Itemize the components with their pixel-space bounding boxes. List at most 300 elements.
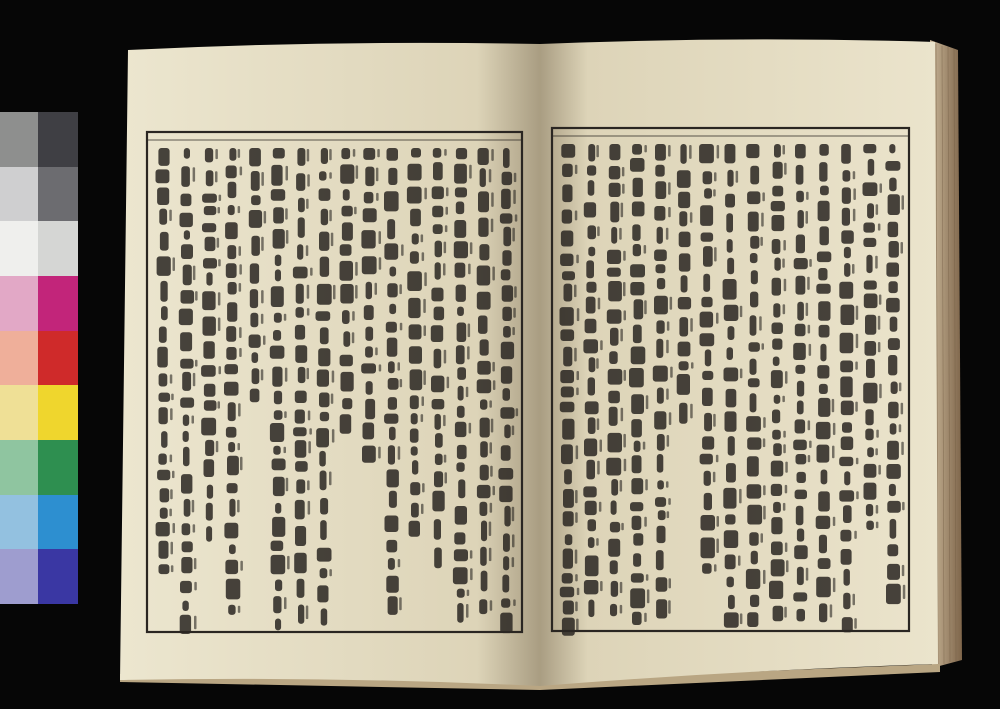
handwritten-glyph — [842, 208, 850, 226]
furigana-mark — [239, 246, 242, 256]
furigana-mark — [169, 509, 172, 517]
furigana-mark — [855, 362, 858, 370]
handwritten-glyph — [183, 431, 189, 442]
handwritten-glyph — [454, 549, 468, 561]
handwritten-glyph — [432, 206, 443, 218]
handwritten-glyph — [772, 239, 781, 254]
furigana-mark — [375, 347, 378, 355]
furigana-mark — [740, 369, 743, 379]
handwritten-glyph — [700, 333, 715, 346]
handwritten-glyph — [498, 468, 513, 480]
handwritten-glyph — [203, 258, 217, 268]
furigana-mark — [624, 459, 627, 471]
handwritten-glyph — [889, 281, 898, 293]
handwritten-glyph — [503, 388, 511, 401]
handwritten-glyph — [724, 368, 739, 382]
furigana-mark — [356, 165, 359, 179]
handwritten-glyph — [725, 194, 735, 208]
handwritten-glyph — [454, 220, 466, 238]
furigana-mark — [668, 207, 671, 217]
furigana-mark — [399, 597, 402, 610]
handwritten-glyph — [773, 162, 783, 179]
handwritten-glyph — [457, 406, 465, 418]
handwritten-glyph — [588, 377, 595, 395]
handwritten-glyph — [457, 367, 466, 380]
furigana-mark — [194, 582, 197, 591]
furigana-mark — [307, 368, 310, 379]
handwritten-glyph — [723, 488, 736, 509]
handwritten-glyph — [772, 278, 781, 296]
handwritten-glyph — [702, 436, 714, 449]
handwritten-glyph — [562, 573, 573, 583]
handwritten-glyph — [252, 352, 259, 363]
handwritten-glyph — [563, 601, 574, 615]
handwritten-glyph — [501, 366, 512, 383]
handwritten-glyph — [317, 370, 329, 387]
handwritten-glyph — [749, 342, 760, 352]
handwritten-glyph — [793, 440, 807, 451]
handwritten-glyph — [726, 389, 737, 408]
furigana-mark — [423, 370, 426, 385]
handwritten-glyph — [226, 166, 237, 179]
handwritten-glyph — [841, 144, 851, 164]
handwritten-glyph — [771, 542, 783, 556]
handwritten-glyph — [583, 339, 598, 353]
furigana-mark — [237, 500, 240, 513]
furigana-mark — [378, 447, 381, 459]
furigana-mark — [854, 618, 857, 629]
handwritten-glyph — [656, 320, 664, 333]
handwritten-glyph — [298, 198, 305, 212]
handwritten-glyph — [630, 158, 645, 172]
handwritten-glyph — [434, 471, 443, 487]
furigana-mark — [600, 581, 603, 591]
handwritten-glyph — [631, 394, 644, 414]
handwritten-glyph — [564, 469, 572, 484]
handwritten-glyph — [656, 577, 668, 592]
handwritten-glyph — [863, 383, 877, 404]
handwritten-glyph — [224, 523, 238, 539]
handwritten-glyph — [275, 580, 282, 592]
handwritten-glyph — [748, 378, 760, 387]
handwritten-glyph — [724, 612, 739, 627]
handwritten-glyph — [477, 485, 491, 498]
handwritten-glyph — [250, 313, 258, 328]
handwritten-glyph — [293, 427, 307, 436]
handwritten-glyph — [867, 447, 874, 457]
handwritten-glyph — [389, 491, 397, 508]
handwritten-glyph — [384, 191, 399, 211]
handwritten-glyph — [365, 167, 374, 187]
handwritten-glyph — [657, 227, 663, 244]
handwritten-glyph — [798, 210, 804, 228]
furigana-mark — [263, 336, 266, 345]
handwritten-glyph — [630, 588, 645, 608]
furigana-mark — [512, 557, 514, 567]
handwritten-glyph — [560, 254, 573, 266]
handwritten-glyph — [773, 502, 781, 513]
handwritten-glyph — [889, 178, 896, 192]
handwritten-glyph — [295, 440, 307, 458]
handwritten-glyph — [387, 219, 395, 239]
furigana-mark — [170, 408, 173, 420]
furigana-mark — [491, 219, 494, 233]
handwritten-glyph — [818, 301, 830, 321]
handwritten-glyph — [387, 338, 398, 357]
handwritten-glyph — [184, 148, 190, 159]
handwritten-glyph — [817, 365, 829, 378]
handwritten-glyph — [408, 298, 420, 318]
handwritten-glyph — [843, 593, 850, 609]
handwritten-glyph — [891, 382, 898, 395]
handwritten-glyph — [504, 506, 510, 527]
handwritten-glyph — [410, 369, 423, 390]
furigana-mark — [306, 199, 309, 209]
furigana-mark — [714, 247, 717, 261]
handwritten-glyph — [632, 224, 640, 241]
handwritten-glyph — [632, 516, 642, 530]
handwritten-glyph — [565, 534, 573, 545]
handwritten-glyph — [340, 164, 354, 183]
handwritten-glyph — [818, 558, 831, 569]
handwritten-glyph — [455, 263, 466, 278]
handwritten-glyph — [887, 564, 900, 580]
furigana-mark — [690, 318, 693, 332]
furigana-mark — [310, 268, 313, 276]
handwritten-glyph — [181, 557, 192, 573]
furigana-mark — [422, 483, 425, 492]
handwritten-glyph — [431, 325, 443, 342]
furigana-mark — [354, 207, 357, 215]
calibration-swatch — [0, 331, 38, 386]
handwritten-glyph — [160, 488, 170, 502]
handwritten-glyph — [435, 414, 441, 430]
calibration-swatch — [0, 276, 38, 331]
furigana-mark — [493, 486, 496, 495]
handwritten-glyph — [863, 182, 878, 196]
furigana-mark — [713, 472, 716, 483]
furigana-mark — [239, 348, 242, 357]
handwritten-glyph — [434, 519, 441, 540]
handwritten-glyph — [888, 355, 897, 375]
furigana-mark — [329, 569, 332, 576]
handwritten-glyph — [797, 302, 804, 321]
furigana-mark — [331, 233, 334, 247]
furigana-mark — [762, 343, 765, 350]
handwritten-glyph — [631, 478, 643, 494]
handwritten-glyph — [434, 548, 442, 569]
handwritten-glyph — [227, 483, 238, 493]
handwritten-glyph — [609, 351, 618, 364]
handwritten-glyph — [584, 580, 599, 594]
handwritten-glyph — [586, 460, 595, 480]
handwritten-glyph — [746, 416, 761, 432]
handwritten-glyph — [362, 446, 376, 463]
handwritten-glyph — [677, 374, 690, 395]
furigana-mark — [646, 574, 649, 581]
handwritten-glyph — [159, 564, 170, 574]
handwritten-glyph — [342, 310, 350, 324]
handwritten-glyph — [182, 601, 188, 611]
handwritten-glyph — [431, 376, 444, 393]
furigana-mark — [444, 350, 447, 364]
handwritten-glyph — [655, 144, 666, 161]
handwritten-glyph — [561, 444, 573, 464]
handwritten-glyph — [160, 508, 168, 519]
handwritten-glyph — [611, 227, 617, 244]
handwritten-glyph — [161, 431, 167, 448]
handwritten-glyph — [365, 399, 375, 419]
handwritten-glyph — [410, 395, 419, 409]
handwritten-glyph — [159, 327, 167, 343]
furigana-mark — [736, 171, 739, 183]
handwritten-glyph — [563, 489, 574, 508]
furigana-mark — [400, 323, 403, 331]
handwritten-glyph — [409, 346, 422, 363]
handwritten-glyph — [321, 209, 328, 225]
furigana-mark — [445, 225, 448, 232]
handwritten-glyph — [363, 148, 375, 160]
handwritten-glyph — [181, 244, 193, 259]
furigana-mark — [513, 599, 516, 606]
handwritten-glyph — [886, 464, 900, 479]
handwritten-glyph — [819, 325, 830, 338]
handwritten-glyph — [608, 281, 622, 301]
handwritten-glyph — [225, 560, 238, 574]
furigana-mark — [490, 442, 493, 453]
handwritten-glyph — [704, 188, 712, 198]
furigana-mark — [598, 298, 601, 310]
furigana-mark — [876, 505, 879, 514]
furigana-mark — [513, 190, 516, 204]
furigana-mark — [666, 481, 669, 488]
handwritten-glyph — [501, 445, 511, 460]
handwritten-glyph — [411, 503, 419, 518]
handwritten-glyph — [726, 463, 736, 482]
handwritten-glyph — [771, 559, 785, 576]
handwritten-glyph — [889, 241, 899, 258]
furigana-mark — [307, 174, 310, 186]
handwritten-glyph — [560, 329, 574, 341]
furigana-mark — [806, 211, 809, 224]
furigana-mark — [329, 172, 332, 179]
furigana-mark — [717, 516, 720, 527]
handwritten-glyph — [866, 359, 875, 378]
furigana-mark — [856, 491, 859, 499]
handwritten-glyph — [702, 371, 713, 380]
furigana-mark — [422, 396, 425, 406]
furigana-mark — [491, 149, 494, 161]
furigana-mark — [597, 461, 600, 475]
handwritten-glyph — [478, 218, 488, 237]
furigana-mark — [597, 418, 600, 430]
furigana-mark — [876, 430, 879, 438]
handwritten-glyph — [563, 347, 572, 367]
furigana-mark — [761, 213, 764, 227]
handwritten-glyph — [818, 398, 830, 417]
handwritten-glyph — [502, 575, 509, 593]
handwritten-glyph — [657, 434, 665, 451]
handwritten-glyph — [296, 173, 305, 191]
handwritten-glyph — [632, 202, 645, 217]
furigana-mark — [512, 228, 515, 242]
furigana-mark — [170, 489, 173, 499]
furigana-mark — [376, 168, 379, 182]
handwritten-glyph — [609, 183, 621, 197]
handwritten-glyph — [562, 185, 572, 203]
furigana-mark — [193, 266, 196, 281]
handwritten-glyph — [156, 522, 170, 536]
furigana-mark — [782, 259, 785, 268]
handwritten-glyph — [844, 247, 851, 258]
handwritten-glyph — [632, 612, 642, 625]
handwritten-glyph — [866, 255, 872, 273]
furigana-mark — [738, 556, 741, 566]
furigana-mark — [645, 479, 648, 490]
handwritten-glyph — [388, 596, 398, 615]
furigana-mark — [623, 251, 626, 261]
handwritten-glyph — [273, 229, 285, 249]
handwritten-glyph — [633, 325, 642, 344]
furigana-mark — [575, 602, 578, 612]
furigana-mark — [783, 304, 786, 314]
furigana-mark — [490, 466, 493, 477]
handwritten-glyph — [796, 506, 804, 526]
handwritten-glyph — [386, 576, 399, 593]
handwritten-glyph — [384, 243, 398, 259]
handwritten-glyph — [564, 284, 573, 302]
handwritten-glyph — [751, 551, 758, 565]
handwritten-glyph — [839, 457, 853, 466]
furigana-mark — [469, 165, 472, 179]
furigana-mark — [193, 524, 196, 532]
handwritten-glyph — [203, 317, 216, 336]
furigana-mark — [576, 619, 579, 632]
handwritten-glyph — [583, 486, 596, 497]
calibration-swatch — [38, 331, 78, 386]
handwritten-glyph — [228, 442, 235, 452]
handwritten-glyph — [727, 577, 734, 588]
handwritten-glyph — [480, 502, 488, 516]
handwritten-glyph — [561, 231, 573, 247]
furigana-mark — [624, 370, 627, 381]
furigana-mark — [238, 606, 241, 613]
handwritten-glyph — [610, 202, 619, 223]
handwritten-glyph — [432, 399, 445, 409]
furigana-mark — [192, 416, 195, 424]
furigana-mark — [667, 511, 670, 518]
furigana-mark — [668, 145, 671, 157]
furigana-mark — [784, 607, 787, 618]
furigana-mark — [468, 264, 471, 275]
furigana-mark — [446, 207, 449, 215]
furigana-mark — [307, 149, 310, 162]
handwritten-glyph — [503, 148, 510, 168]
handwritten-glyph — [889, 144, 895, 153]
handwritten-glyph — [797, 381, 804, 397]
furigana-mark — [173, 523, 176, 533]
furigana-mark — [668, 182, 671, 194]
handwritten-glyph — [703, 274, 710, 292]
handwritten-glyph — [560, 370, 574, 383]
handwritten-glyph — [746, 144, 759, 158]
furigana-mark — [170, 374, 173, 383]
handwritten-glyph — [481, 521, 487, 542]
handwritten-glyph — [728, 326, 735, 340]
handwritten-glyph — [457, 603, 463, 623]
handwritten-glyph — [180, 581, 192, 593]
furigana-mark — [833, 578, 836, 592]
handwritten-glyph — [633, 533, 643, 545]
handwritten-glyph — [249, 335, 261, 348]
furigana-mark — [619, 228, 622, 240]
handwritten-glyph — [432, 186, 444, 199]
handwritten-glyph — [181, 290, 195, 304]
furigana-mark — [596, 358, 599, 368]
furigana-mark — [308, 441, 311, 453]
handwritten-glyph — [679, 211, 687, 226]
handwritten-glyph — [886, 298, 900, 313]
handwritten-glyph — [227, 302, 237, 322]
handwritten-glyph — [389, 427, 396, 440]
handwritten-glyph — [609, 407, 618, 426]
handwritten-glyph — [561, 387, 574, 398]
furigana-mark — [443, 263, 446, 275]
handwritten-glyph — [885, 161, 900, 171]
handwritten-glyph — [865, 315, 876, 335]
handwritten-glyph — [654, 206, 665, 221]
handwritten-glyph — [457, 589, 465, 598]
handwritten-glyph — [587, 165, 596, 175]
furigana-mark — [783, 240, 786, 251]
handwritten-glyph — [499, 486, 512, 502]
handwritten-glyph — [843, 505, 852, 523]
furigana-mark — [760, 237, 763, 246]
handwritten-glyph — [362, 256, 377, 274]
furigana-mark — [806, 303, 809, 316]
handwritten-glyph — [226, 427, 237, 438]
handwritten-glyph — [796, 235, 805, 254]
handwritten-glyph — [411, 446, 418, 455]
handwritten-glyph — [433, 162, 443, 180]
furigana-mark — [575, 574, 578, 581]
handwritten-glyph — [609, 166, 621, 179]
furigana-mark — [285, 208, 288, 219]
furigana-mark — [421, 504, 424, 514]
furigana-mark — [855, 402, 858, 412]
furigana-mark — [620, 605, 623, 614]
handwritten-glyph — [724, 305, 739, 321]
furigana-mark — [624, 310, 627, 320]
handwritten-glyph — [501, 342, 514, 360]
furigana-mark — [833, 517, 836, 526]
handwritten-glyph — [458, 386, 464, 401]
furigana-mark — [307, 308, 310, 316]
handwritten-glyph — [251, 236, 260, 256]
furigana-mark — [489, 169, 492, 182]
furigana-mark — [219, 366, 222, 374]
handwritten-glyph — [728, 436, 735, 456]
handwritten-glyph — [868, 159, 875, 176]
furigana-mark — [899, 424, 902, 432]
handwritten-glyph — [747, 612, 758, 627]
furigana-mark — [443, 415, 446, 426]
handwritten-glyph — [863, 238, 876, 247]
handwritten-glyph — [480, 418, 490, 438]
furigana-mark — [784, 163, 787, 175]
handwritten-glyph — [589, 357, 596, 372]
handwritten-glyph — [797, 401, 804, 415]
